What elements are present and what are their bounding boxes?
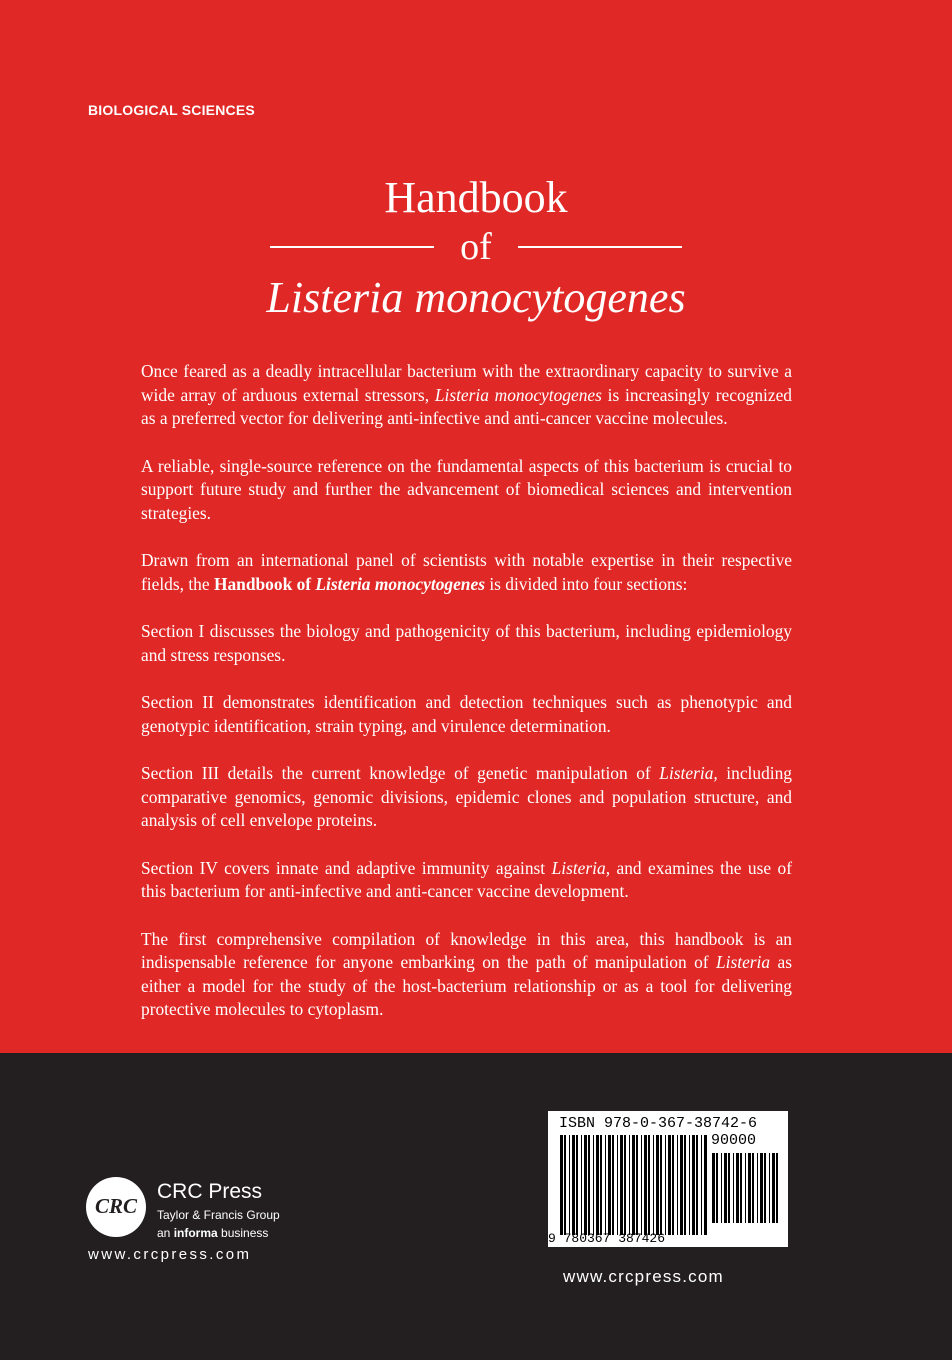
title-line-handbook: Handbook <box>384 173 568 222</box>
barcode-bar <box>572 1135 575 1235</box>
barcode-bar <box>736 1153 739 1223</box>
blurb-paragraph: Section II demonstrates identification and detection techniques such as phenotypic and genotypic identification, strain typing, and virulence determination. <box>141 692 792 736</box>
barcode-bar <box>745 1153 746 1223</box>
footer-url: www.crcpress.com <box>563 1267 724 1286</box>
barcode-bar <box>776 1153 778 1223</box>
blurb-bold-italic: Listeria monocytogenes <box>315 573 485 594</box>
title-rule-right <box>518 246 682 248</box>
barcode-bar <box>692 1135 695 1235</box>
blurb-text: Once feared as a deadly intracellular bacterium with the extraordinary capacity to survive a wide array of arduous external stressors, <box>141 361 792 405</box>
book-title <box>0 172 952 326</box>
barcode-bar <box>629 1135 630 1235</box>
crc-logo-text: CRC <box>94 1194 138 1218</box>
barcode-bar <box>660 1135 662 1235</box>
blurb-text: is divided into four sections: <box>484 573 688 594</box>
blurb-paragraph: Section I discusses the biology and pathogenicity of this bacterium, including epidemiology and stress responses. <box>141 621 792 665</box>
barcode-bar <box>748 1153 751 1223</box>
barcode-bar <box>677 1135 678 1235</box>
barcode-bar <box>644 1135 647 1235</box>
barcode-bar <box>764 1153 766 1223</box>
barcode-bar <box>757 1153 758 1223</box>
barcode-bar <box>596 1135 599 1235</box>
isbn-label: ISBN 978-0-367-38742-6 <box>559 1115 758 1132</box>
blurb-italic: Listeria, <box>659 763 718 783</box>
barcode-bar <box>701 1135 702 1235</box>
barcode-bar <box>656 1135 659 1235</box>
barcode-bar <box>668 1135 671 1235</box>
barcode-bar <box>728 1153 730 1223</box>
barcode-bar <box>653 1135 654 1235</box>
blurb-text: is increasingly recognized as a preferred vector for delivering anti-infective and anti-cancer vaccine molecules. <box>141 384 793 428</box>
title-of-row <box>0 224 952 270</box>
barcode-bar <box>721 1153 722 1223</box>
barcode-bar <box>569 1135 570 1235</box>
barcode-bar <box>684 1135 686 1235</box>
barcode-bar <box>608 1135 611 1235</box>
barcode-bar <box>724 1153 727 1223</box>
barcode-bar <box>752 1153 754 1223</box>
barcode-bar <box>584 1135 587 1235</box>
blurb-text: as either a model for the study of the host-bacterium relationship or as a tool for delivering protective molecules to cytoplasm. <box>141 952 792 1019</box>
blurb-italic: Listeria monocytogenes <box>434 384 602 405</box>
barcode-bar <box>617 1135 618 1235</box>
publisher-url: www.crcpress.com <box>88 1246 252 1263</box>
barcode-bar <box>716 1153 718 1223</box>
title-rule-left <box>270 246 434 248</box>
category-label: BIOLOGICAL SCIENCES <box>88 102 255 118</box>
ean-digits: 9 780367 387426 <box>548 1231 666 1246</box>
blurb-text: and examines the use of this bacterium for anti-infective and anti-cancer vaccine development. <box>141 857 792 901</box>
barcode-bar <box>588 1135 590 1235</box>
price-code: 90000 <box>711 1132 757 1149</box>
blurb-paragraph <box>141 360 792 431</box>
barcode-bar <box>641 1135 642 1235</box>
blurb-text: The first comprehensive compilation of knowledge in this area, this handbook is an indispensable reference for anyone embarking on the path of manipulation of <box>141 928 792 972</box>
barcode-bar <box>772 1153 775 1223</box>
blurb-paragraph <box>141 549 792 596</box>
barcode-bar <box>733 1153 734 1223</box>
barcode-bar <box>560 1135 563 1235</box>
barcode-bar <box>620 1135 623 1235</box>
blurb-text: Drawn from an international panel of scientists with notable expertise in their respective fields, the <box>141 550 792 594</box>
barcode-bar <box>712 1153 715 1223</box>
barcode-bar <box>581 1135 582 1235</box>
blurb-paragraph <box>141 857 792 904</box>
title-line-species: Listeria monocytogenes <box>266 273 686 322</box>
barcode-bar <box>576 1135 578 1235</box>
blurb-text: Section III details the current knowledge of genetic manipulation of <box>141 763 660 783</box>
barcode-bar <box>624 1135 626 1235</box>
barcode-bar <box>769 1153 770 1223</box>
blurb-text: Section IV covers innate and adaptive immunity against <box>141 857 552 878</box>
barcode-bar <box>665 1135 666 1235</box>
blurb-italic: Listeria, <box>551 857 611 878</box>
barcode-bar <box>636 1135 638 1235</box>
tagline-suffix: business <box>217 1226 269 1240</box>
title-line-of: of <box>460 226 492 268</box>
blurb-paragraph <box>141 762 792 833</box>
tagline-prefix: an <box>157 1226 174 1240</box>
barcode-bar <box>612 1135 614 1235</box>
tagline-informa: informa <box>173 1226 218 1240</box>
barcode-bar <box>632 1135 635 1235</box>
publisher-tagline <box>157 1226 268 1240</box>
blurb-bold-title <box>214 574 485 594</box>
crc-logo-icon <box>86 1177 146 1237</box>
publisher-name: CRC Press <box>157 1180 263 1203</box>
barcode-bar <box>600 1135 602 1235</box>
isbn-barcode <box>548 1111 788 1247</box>
barcode-bar <box>564 1135 566 1235</box>
blurb-bold: Handbook of <box>213 573 316 594</box>
blurb-paragraph: A reliable, single-source reference on the fundamental aspects of this bacterium is crucial to support future study and further the advancement of biomedical sciences and intervention strategies. <box>141 455 792 523</box>
barcode-bar <box>605 1135 606 1235</box>
blurb-text: including comparative genomics, genomic divisions, epidemic clones and population structure, and analysis of cell envelope proteins. <box>141 763 792 830</box>
barcode-bar <box>680 1135 683 1235</box>
blurb-paragraph <box>141 928 792 1022</box>
barcode-bar <box>593 1135 594 1235</box>
barcode-bar <box>689 1135 690 1235</box>
barcode-bar <box>672 1135 674 1235</box>
blurb-italic: Listeria <box>715 952 771 972</box>
barcode-bar <box>696 1135 698 1235</box>
barcode-bar <box>760 1153 763 1223</box>
barcode-bar <box>704 1135 707 1235</box>
barcode-bar <box>740 1153 742 1223</box>
blurb <box>141 360 792 1046</box>
barcode-bar <box>648 1135 650 1235</box>
publisher-group: Taylor & Francis Group <box>157 1208 280 1222</box>
